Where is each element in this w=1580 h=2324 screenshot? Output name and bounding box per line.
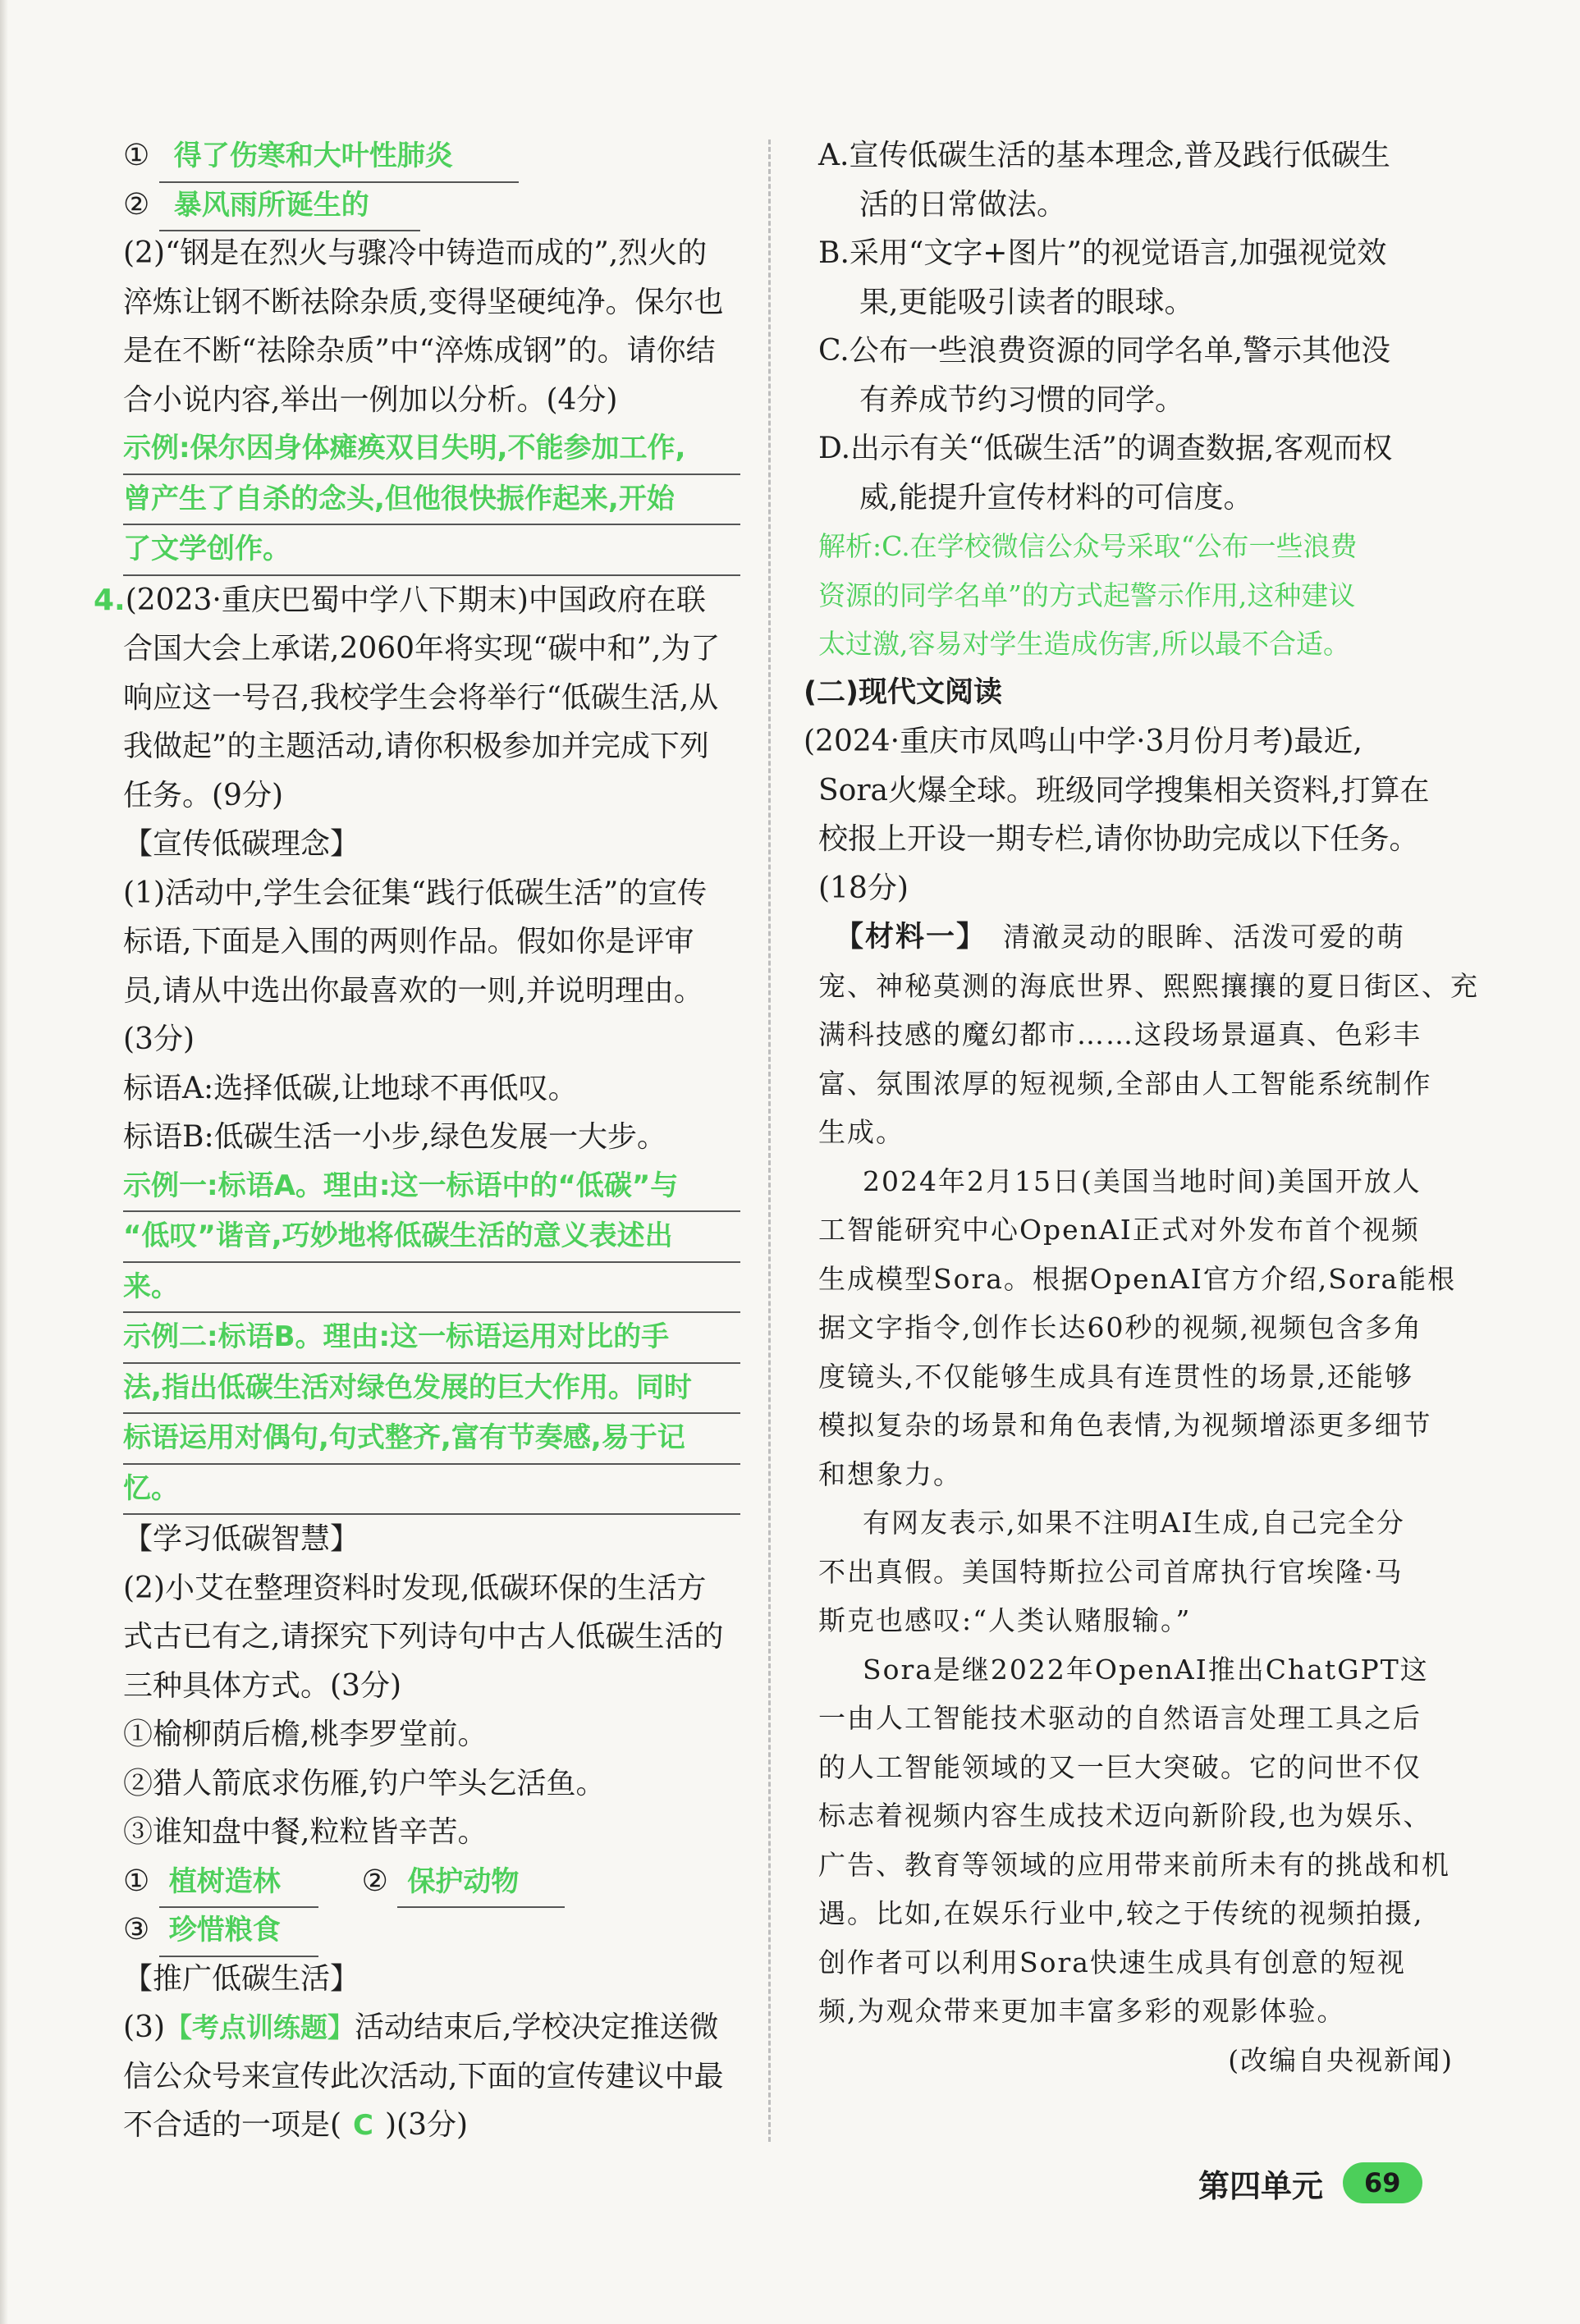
intro-line: Sora火爆全球。班级同学搜集相关资料,打算在 bbox=[818, 773, 1430, 807]
example-1-line: 来。 bbox=[123, 1263, 740, 1314]
section-heading: 【推广低碳生活】 bbox=[123, 1961, 360, 1996]
q2-line: 是在不断“祛除杂质”中“淬炼成钢”的。请你结 bbox=[123, 334, 716, 368]
exam-tag: 【考点训练题】 bbox=[165, 2011, 355, 2043]
paragraph-line: 和想象力。 bbox=[818, 1457, 962, 1490]
poem-answer-line: ③ 珍惜粮食 bbox=[123, 1905, 740, 1955]
paragraph-line: 广告、教育等领域的应用带来前所未有的挑战和机 bbox=[818, 1848, 1450, 1881]
analysis-line: 解析:C.在学校微信公众号采取“公布一些浪费 bbox=[818, 530, 1358, 562]
q4-line: 任务。(9分) bbox=[123, 778, 283, 812]
intro-line: 校报上开设一期专栏,请你协助完成以下任务。 bbox=[818, 822, 1419, 856]
paragraph-line: 标志着视频内容生成技术迈向新阶段,也为娱乐、 bbox=[818, 1800, 1432, 1832]
paragraph-line: 不出真假。美国特斯拉公司首席执行官埃隆·马 bbox=[818, 1555, 1404, 1588]
material-line: 宠、神秘莫测的海底世界、熙熙攘攘的夏日街区、充 bbox=[818, 969, 1479, 1002]
slogan-a: 标语A:选择低碳,让地球不再低叹。 bbox=[123, 1071, 578, 1105]
answer-2: 暴风雨所诞生的 bbox=[159, 181, 420, 232]
choice-answer: C bbox=[353, 2109, 373, 2142]
material-line: 满科技感的魔幻都市……这段场景逼真、色彩丰 bbox=[818, 1018, 1422, 1050]
scan-edge bbox=[0, 0, 8, 2324]
paragraph-line: 创作者可以利用Sora快速生成具有创意的短视 bbox=[818, 1946, 1406, 1979]
paragraph-line: Sora是继2022年OpenAI推出ChatGPT这 bbox=[863, 1653, 1429, 1686]
q4-2-line: (2)小艾在整理资料时发现,低碳环保的生活方 bbox=[123, 1571, 707, 1605]
poem-answer-1: 植树造林 bbox=[159, 1858, 318, 1909]
paragraph-line: 频,为观众带来更加丰富多彩的观影体验。 bbox=[818, 1995, 1346, 2027]
q4-line: 合国大会上承诺,2060年将实现“碳中和”,为了 bbox=[123, 632, 721, 666]
q2-answer-line: 曾产生了自杀的念头,但他很快振作起来,开始 bbox=[123, 475, 740, 526]
analysis-line: 太过激,容易对学生造成伤害,所以最不合适。 bbox=[818, 628, 1350, 660]
option-c: C.公布一些浪费资源的同学名单,警示其他没 bbox=[818, 334, 1391, 368]
q2-line: 淬炼让钢不断祛除杂质,变得坚硬纯净。保尔也 bbox=[123, 285, 724, 319]
q4-1-line: 员,请从中选出你最喜欢的一则,并说明理由。 bbox=[123, 973, 703, 1008]
section-heading: 【学习低碳智慧】 bbox=[123, 1522, 360, 1556]
q2-line: 合小说内容,举出一例加以分析。(4分) bbox=[123, 382, 618, 417]
option-d: D.出示有关“低碳生活”的调查数据,客观而权 bbox=[818, 432, 1393, 465]
poem-line: ②猎人箭底求伤雁,钓户竿头乞活鱼。 bbox=[123, 1766, 606, 1800]
q4-3-line: 信公众号来宣传此次活动,下面的宣传建议中最 bbox=[123, 2059, 724, 2093]
unit-label: 第四单元 bbox=[1198, 2167, 1324, 2204]
intro-line: (18分) bbox=[818, 871, 909, 905]
q4-line: 响应这一号召,我校学生会将举行“低碳生活,从 bbox=[123, 680, 719, 715]
q4-1-line: (1)活动中,学生会征集“践行低碳生活”的宣传 bbox=[123, 876, 708, 910]
q4-3-line: 不合适的一项是( C )(3分) bbox=[123, 2108, 469, 2142]
right-column bbox=[804, 131, 1479, 2084]
page-footer bbox=[1198, 2160, 1422, 2206]
option-a: A.宣传低碳生活的基本理念,普及践行低碳生 bbox=[818, 139, 1390, 172]
answer-1: 得了伤寒和大叶性肺炎 bbox=[159, 132, 519, 183]
intro-line: (2024·重庆市凤鸣山中学·3月份月考)最近, bbox=[804, 725, 1362, 758]
paragraph-line: 2024年2月15日(美国当地时间)美国开放人 bbox=[863, 1164, 1422, 1197]
option-b: 果,更能吸引读者的眼球。 bbox=[859, 285, 1194, 319]
paragraph-line: 斯克也感叹:“人类认赌服输。” bbox=[818, 1604, 1192, 1636]
material-label: 【材料一】 bbox=[835, 921, 987, 954]
answer-line-2: ② 暴风雨所诞生的 bbox=[123, 181, 740, 230]
example-2-line: 法,指出低碳生活对绿色发展的巨大作用。同时 bbox=[123, 1364, 740, 1415]
material-line: 富、氛围浓厚的短视频,全部由人工智能系统制作 bbox=[818, 1067, 1432, 1100]
poem-answer-line: ① 植树造林 ② 保护动物 bbox=[123, 1857, 740, 1906]
slogan-b: 标语B:低碳生活一小步,绿色发展一大步。 bbox=[123, 1120, 667, 1154]
page-number: 69 bbox=[1343, 2162, 1422, 2203]
column-divider bbox=[768, 140, 771, 2142]
q4-first-line: 4.(2023·重庆巴蜀中学八下期末)中国政府在联 bbox=[94, 583, 706, 617]
option-a: 活的日常做法。 bbox=[859, 187, 1067, 222]
q2-answer-line: 了文学创作。 bbox=[123, 525, 740, 576]
example-1-line: “低叹”谐音,巧妙地将低碳生活的意义表述出 bbox=[123, 1212, 740, 1263]
poem-line: ①榆柳荫后檐,桃李罗堂前。 bbox=[123, 1718, 488, 1751]
poem-answer-2: 保护动物 bbox=[397, 1858, 565, 1909]
q4-line: 我做起”的主题活动,请你积极参加并完成下列 bbox=[123, 730, 709, 763]
question-number: 4. bbox=[94, 583, 126, 617]
poem-answer-3: 珍惜粮食 bbox=[159, 1906, 318, 1957]
paragraph-line: 一由人工智能技术驱动的自然语言处理工具之后 bbox=[818, 1702, 1422, 1734]
q4-1-line: 标语,下面是入围的两则作品。假如你是评审 bbox=[123, 925, 694, 958]
paragraph-line: 遇。比如,在娱乐行业中,较之于传统的视频拍摄, bbox=[818, 1897, 1424, 1929]
material-first-line: 【材料一】 清澈灵动的眼眸、活泼可爱的萌 bbox=[818, 913, 1454, 962]
poem-line: ③谁知盘中餐,粒粒皆辛苦。 bbox=[123, 1815, 488, 1849]
q4-1-line: (3分) bbox=[123, 1022, 195, 1056]
analysis-line: 资源的同学名单”的方式起警示作用,这种建议 bbox=[818, 579, 1356, 611]
example-2-line: 忆。 bbox=[123, 1465, 740, 1516]
paragraph-line: 工智能研究中心OpenAI正式对外发布首个视频 bbox=[818, 1214, 1420, 1246]
paragraph-line: 据文字指令,创作长达60秒的视频,视频包含多角 bbox=[818, 1311, 1422, 1343]
example-2-line: 标语运用对偶句,句式整齐,富有节奏感,易于记 bbox=[123, 1414, 740, 1465]
paragraph-line: 生成模型Sora。根据OpenAI官方介绍,Sora能根 bbox=[818, 1262, 1457, 1295]
paragraph-line: 模拟复杂的场景和角色表情,为视频增添更多细节 bbox=[818, 1409, 1432, 1441]
option-b: B.采用“文字+图片”的视觉语言,加强视觉效 bbox=[818, 236, 1387, 270]
option-d: 威,能提升宣传材料的可信度。 bbox=[859, 480, 1253, 515]
paragraph-line: 有网友表示,如果不注明AI生成,自己完全分 bbox=[863, 1507, 1405, 1539]
q4-2-line: 三种具体方式。(3分) bbox=[123, 1668, 401, 1703]
section-heading: 【宣传低碳理念】 bbox=[123, 827, 360, 861]
section-title: (二)现代文阅读 bbox=[804, 675, 1002, 709]
source-note: (改编自央视新闻) bbox=[1228, 2043, 1454, 2076]
left-column bbox=[94, 131, 740, 2150]
q4-2-line: 式古已有之,请探究下列诗句中古人低碳生活的 bbox=[123, 1620, 724, 1654]
paragraph-line: 的人工智能领域的又一巨大突破。它的问世不仅 bbox=[818, 1750, 1422, 1783]
q4-3-line: (3)【考点训练题】活动结束后,学校决定推送微 bbox=[123, 2011, 719, 2044]
answer-line-1: ① 得了伤寒和大叶性肺炎 bbox=[123, 131, 740, 181]
material-line: 生成。 bbox=[818, 1116, 904, 1148]
paragraph-line: 度镜头,不仅能够生成具有连贯性的场景,还能够 bbox=[818, 1360, 1413, 1393]
q2-line: (2)“钢是在烈火与骤冷中铸造而成的”,烈火的 bbox=[123, 236, 708, 270]
q2-answer-line: 示例:保尔因身体瘫痪双目失明,不能参加工作, bbox=[123, 424, 740, 475]
option-c: 有养成节约习惯的同学。 bbox=[859, 382, 1185, 417]
example-1-line: 示例一:标语A。理由:这一标语中的“低碳”与 bbox=[123, 1162, 740, 1213]
example-2-line: 示例二:标语B。理由:这一标语运用对比的手 bbox=[123, 1313, 740, 1364]
